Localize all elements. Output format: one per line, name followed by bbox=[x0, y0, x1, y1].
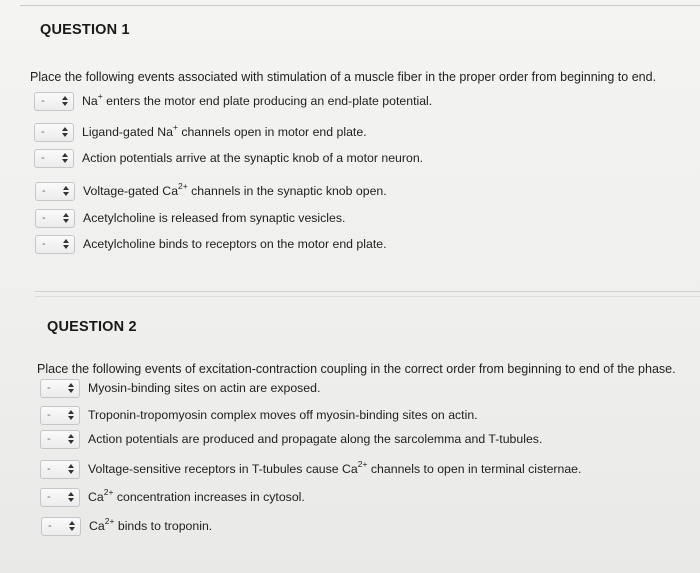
sort-arrows-icon bbox=[68, 383, 74, 393]
selected-value: - bbox=[42, 212, 46, 224]
section-divider bbox=[35, 296, 700, 297]
selected-value: - bbox=[48, 520, 52, 532]
event-label: Troponin-tropomyosin complex moves off myosin-binding sites on actin. bbox=[88, 408, 478, 422]
question-2-title: QUESTION 2 bbox=[47, 319, 137, 335]
event-label: Myosin-binding sites on actin are exposed. bbox=[88, 381, 321, 395]
selected-value: - bbox=[42, 238, 46, 250]
question-2-item bbox=[40, 378, 320, 398]
sort-arrows-icon bbox=[68, 492, 74, 502]
question-1-item bbox=[34, 91, 432, 111]
selected-value: - bbox=[47, 491, 51, 503]
selected-value: - bbox=[47, 409, 51, 421]
question-2-item bbox=[40, 405, 478, 425]
event-label: Na+ enters the motor end plate producing an end-plate potential. bbox=[82, 90, 433, 108]
question-1-title: QUESTION 1 bbox=[40, 22, 130, 38]
sort-arrows-icon bbox=[63, 239, 69, 249]
sort-arrows-icon bbox=[62, 153, 68, 163]
event-label: Acetylcholine is released from synaptic vesicles. bbox=[83, 211, 346, 225]
order-select[interactable] bbox=[40, 460, 80, 479]
selected-value: - bbox=[41, 126, 45, 138]
sort-arrows-icon bbox=[68, 410, 74, 420]
event-label: $Ca^{2+}$ concentration increases in cytosol. bbox=[88, 486, 305, 504]
event-label: Ligand-gated Na+ channels open in motor end plate. bbox=[82, 121, 367, 139]
sort-arrows-icon bbox=[63, 186, 69, 196]
question-1-prompt: Place the following events associated with stimulation of a muscle fiber in the proper order from beginning to end. bbox=[30, 70, 657, 84]
event-label: Action potentials are produced and propagate along the sarcolemma and T-tubules. bbox=[88, 432, 543, 446]
selected-value: - bbox=[47, 382, 51, 394]
order-select[interactable] bbox=[40, 406, 80, 425]
selected-value: - bbox=[47, 433, 51, 445]
sort-arrows-icon bbox=[69, 521, 75, 531]
question-2-item bbox=[40, 459, 581, 479]
event-label: Voltage-gated $Ca^{2+}$ channels in the synaptic knob open. bbox=[83, 180, 387, 198]
question-2-item bbox=[40, 429, 542, 449]
order-select[interactable] bbox=[35, 182, 75, 201]
event-label: $Ca^{2+}$ binds to troponin. bbox=[89, 515, 213, 533]
question-1-item bbox=[35, 208, 345, 228]
order-select[interactable] bbox=[34, 92, 74, 111]
event-label: Voltage-sensitive receptors in T-tubules cause $Ca^{2+}$ channels to open in terminal cisternae. bbox=[88, 458, 582, 476]
sort-arrows-icon bbox=[62, 96, 68, 106]
order-select[interactable] bbox=[40, 488, 80, 507]
sort-arrows-icon bbox=[62, 127, 68, 137]
sort-arrows-icon bbox=[63, 213, 69, 223]
order-select[interactable] bbox=[40, 379, 80, 398]
event-label: Acetylcholine binds to receptors on the motor end plate. bbox=[83, 237, 387, 251]
sort-arrows-icon bbox=[68, 464, 74, 474]
order-select[interactable] bbox=[35, 235, 75, 254]
order-select[interactable] bbox=[40, 430, 80, 449]
section-divider bbox=[35, 291, 700, 292]
question-2-prompt: Place the following events of excitation-contraction coupling in the correct order from beginning to end of the phase. bbox=[37, 362, 676, 376]
question-2-item bbox=[41, 516, 212, 536]
selected-value: - bbox=[47, 463, 51, 475]
selected-value: - bbox=[42, 185, 46, 197]
sort-arrows-icon bbox=[68, 434, 74, 444]
question-1-item bbox=[34, 122, 367, 142]
selected-value: - bbox=[41, 95, 45, 107]
question-1-item bbox=[35, 234, 387, 254]
order-select[interactable] bbox=[34, 149, 74, 168]
question-2-item bbox=[40, 487, 305, 507]
order-select[interactable] bbox=[41, 517, 81, 536]
question-1-item bbox=[35, 181, 387, 201]
order-select[interactable] bbox=[35, 209, 75, 228]
event-label: Action potentials arrive at the synaptic knob of a motor neuron. bbox=[82, 151, 424, 165]
selected-value: - bbox=[41, 152, 45, 164]
top-divider bbox=[20, 5, 700, 6]
question-1-item bbox=[34, 148, 423, 168]
order-select[interactable] bbox=[34, 123, 74, 142]
